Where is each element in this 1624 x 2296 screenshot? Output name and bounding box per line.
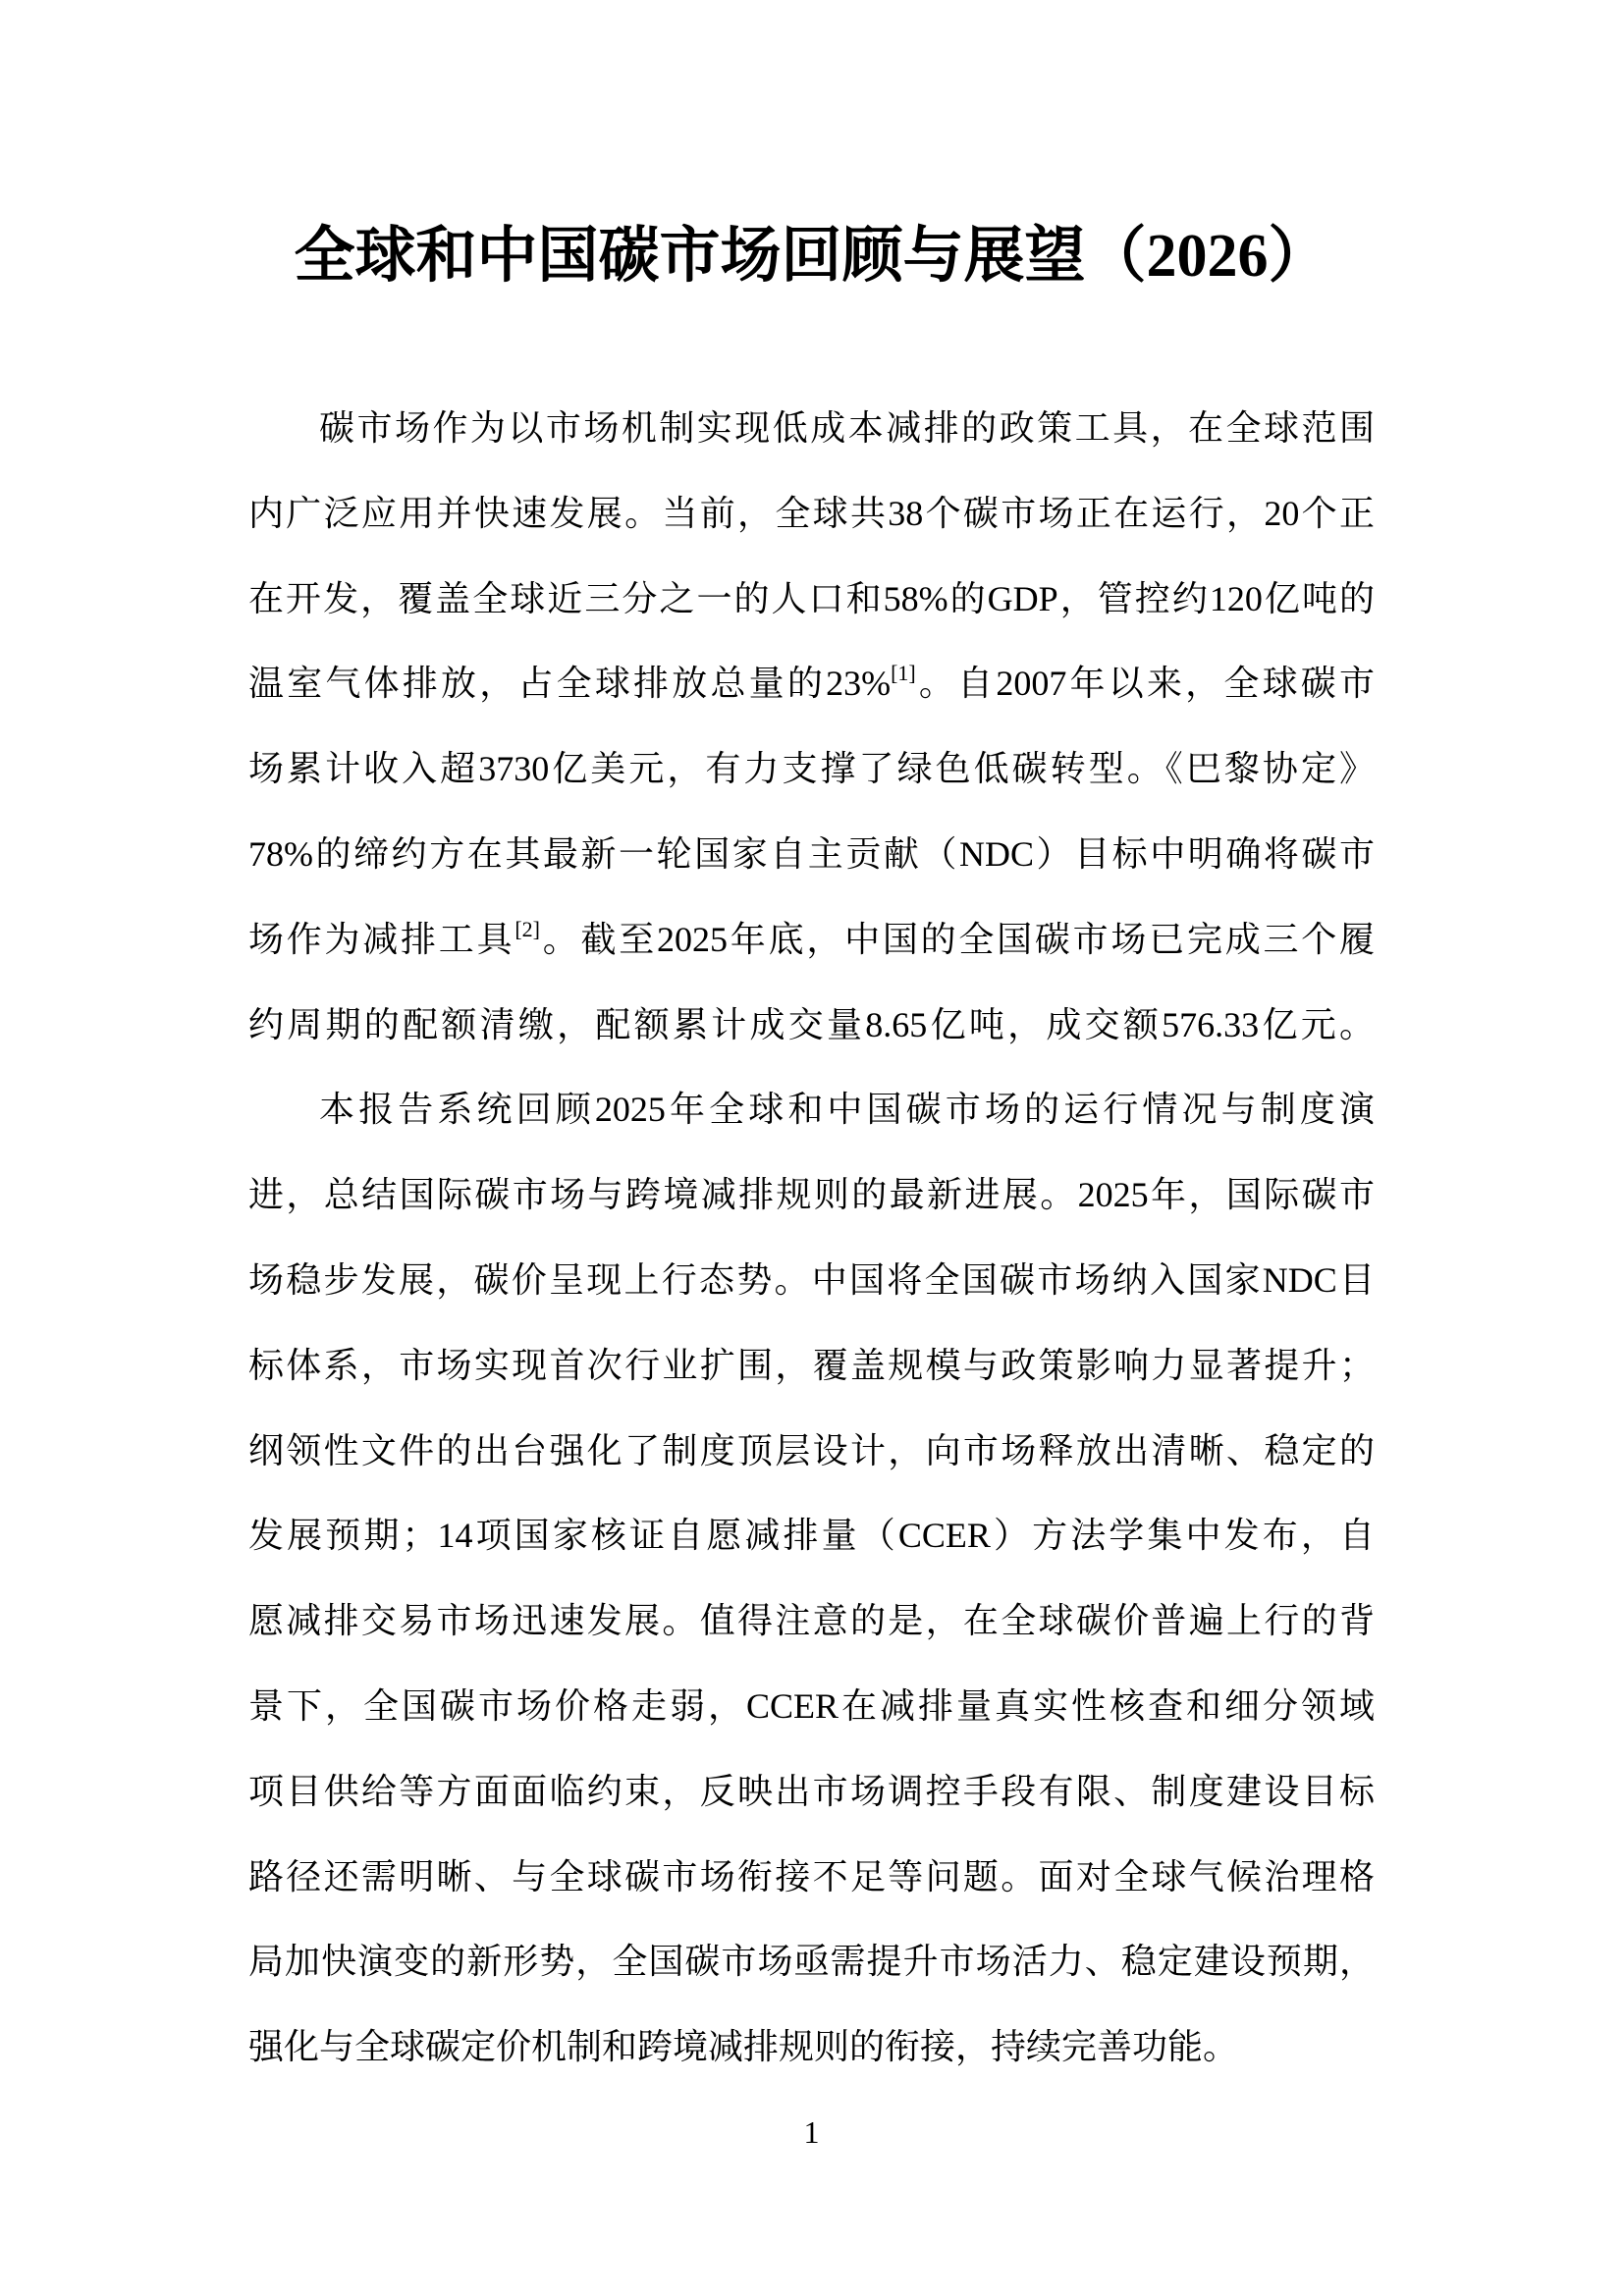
text-segment: 标体系，市场实现首次行业扩围，覆盖规模与政策影响力显著提升； bbox=[248, 1345, 1375, 1385]
text-line bbox=[248, 641, 1375, 726]
document-body bbox=[248, 386, 1375, 2090]
text-segment: 进，总结国际碳市场与跨境减排规则的最新进展。2025年，国际碳市 bbox=[248, 1175, 1375, 1215]
footnote-ref-1: [1] bbox=[891, 661, 916, 686]
text-segment: 项目供给等方面面临约束，反映出市场调控手段有限、制度建设目标 bbox=[248, 1771, 1375, 1811]
text-line bbox=[248, 1578, 1375, 1664]
page-number: 1 bbox=[803, 2114, 820, 2150]
text-segment: 碳市场作为以市场机制实现低成本减排的政策工具，在全球范围 bbox=[319, 408, 1375, 448]
text-line bbox=[248, 1749, 1375, 1835]
text-line bbox=[248, 1409, 1375, 1494]
text-line bbox=[248, 386, 1375, 471]
text-segment: 路径还需明晰、与全球碳市场衔接不足等问题。面对全球气候治理格 bbox=[248, 1856, 1375, 1896]
text-segment: 温室气体排放，占全球排放总量的23% bbox=[248, 664, 892, 704]
text-line bbox=[248, 1067, 1375, 1152]
text-line bbox=[248, 1919, 1375, 2004]
text-segment: 在开发，覆盖全球近三分之一的人口和58%的GDP，管控约120亿吨的 bbox=[248, 578, 1375, 618]
document-title: 全球和中国碳市场回顾与展望（2026） bbox=[294, 223, 1329, 290]
footnote-ref-2: [2] bbox=[514, 916, 540, 941]
text-line bbox=[248, 1493, 1375, 1578]
text-line bbox=[248, 2004, 1375, 2090]
text-segment: 内广泛应用并快速发展。当前，全球共38个碳市场正在运行，20个正 bbox=[248, 493, 1375, 533]
text-segment: 。截至2025年底，中国的全国碳市场已完成三个履 bbox=[540, 919, 1375, 959]
text-line bbox=[248, 726, 1375, 812]
text-segment: 景下，全国碳市场价格走弱，CCER在减排量真实性核查和细分领域 bbox=[248, 1685, 1375, 1726]
text-segment: 。自2007年以来，全球碳市 bbox=[915, 664, 1375, 704]
text-segment: 场累计收入超3730亿美元，有力支撑了绿色低碳转型。《巴黎协定》 bbox=[248, 749, 1375, 789]
text-line bbox=[248, 1152, 1375, 1238]
text-segment: 局加快演变的新形势，全国碳市场亟需提升市场活力、稳定建设预期， bbox=[248, 1942, 1375, 1982]
text-line bbox=[248, 1323, 1375, 1409]
text-segment: 场作为减排工具 bbox=[248, 919, 515, 959]
text-line bbox=[248, 812, 1375, 897]
text-segment: 强化与全球碳定价机制和跨境减排规则的衔接，持续完善功能。 bbox=[248, 2027, 1239, 2067]
text-line bbox=[248, 983, 1375, 1068]
text-segment: 本报告系统回顾2025年全球和中国碳市场的运行情况与制度演 bbox=[319, 1090, 1375, 1130]
text-segment: 纲领性文件的出台强化了制度顶层设计，向市场释放出清晰、稳定的 bbox=[248, 1430, 1375, 1470]
text-line bbox=[248, 1664, 1375, 1749]
text-segment: 发展预期；14项国家核证自愿减排量（CCER）方法学集中发布，自 bbox=[248, 1516, 1375, 1556]
text-line bbox=[248, 897, 1375, 983]
text-segment: 78%的缔约方在其最新一轮国家自主贡献（NDC）目标中明确将碳市 bbox=[248, 833, 1375, 874]
text-segment: 场稳步发展，碳价呈现上行态势。中国将全国碳市场纳入国家NDC目 bbox=[248, 1259, 1375, 1300]
text-line bbox=[248, 1238, 1375, 1323]
text-line bbox=[248, 1835, 1375, 1920]
text-line bbox=[248, 471, 1375, 557]
text-line bbox=[248, 557, 1375, 642]
text-segment: 愿减排交易市场迅速发展。值得注意的是，在全球碳价普遍上行的背 bbox=[248, 1601, 1375, 1641]
text-segment: 约周期的配额清缴，配额累计成交量8.65亿吨，成交额576.33亿元。 bbox=[248, 1004, 1375, 1044]
